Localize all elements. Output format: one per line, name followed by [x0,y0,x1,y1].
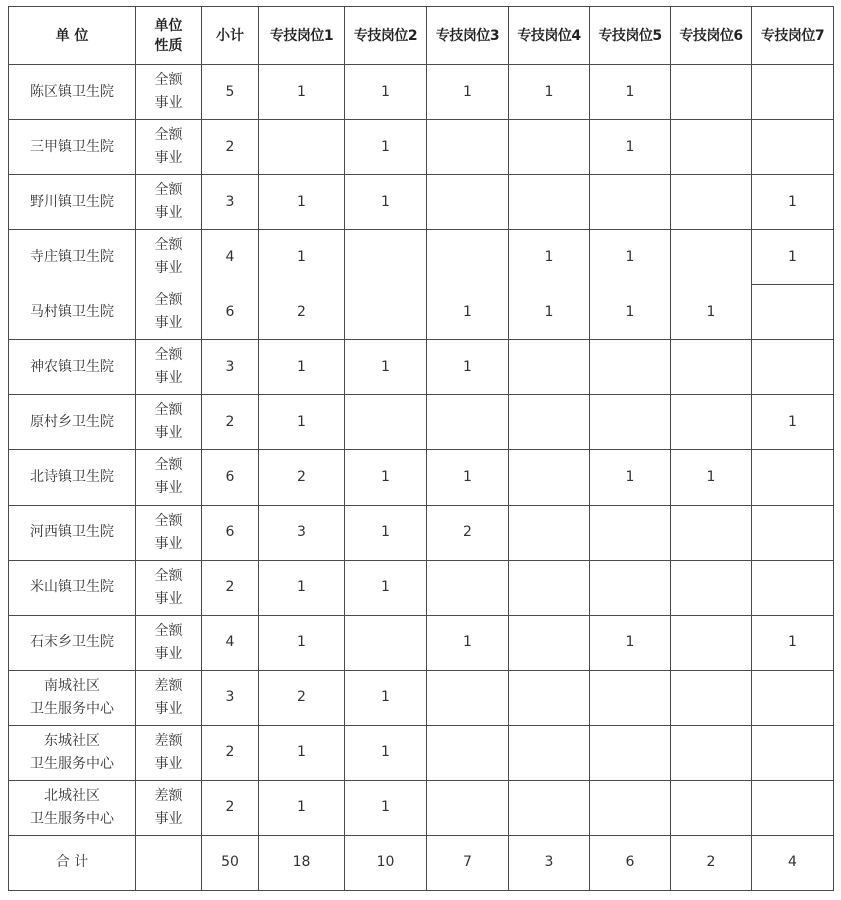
total-label: 合 计 [9,835,136,890]
subtotal-cell: 2 [202,395,259,450]
post-7-cell [752,725,834,780]
post-4-cell [509,560,590,615]
unit-nature-line: 全额 [154,292,183,309]
post-5-cell [590,560,671,615]
unit-name-line: 南城社区 [44,677,100,694]
post-4-cell [509,450,590,505]
nature-cell [136,65,202,120]
post-3-cell: 1 [427,615,509,670]
post-4-cell [509,615,590,670]
total-nature-cell [136,835,202,890]
unit-nature [155,730,183,776]
unit-name-line: 三甲镇卫生院 [30,138,114,155]
subtotal-cell: 2 [202,560,259,615]
unit-nature [155,234,183,280]
post-1-cell: 1 [259,340,345,395]
post-1-cell: 1 [259,725,345,780]
nature-cell [136,285,202,340]
unit-cell [9,670,136,725]
header-post-4: 专技岗位4 [509,7,590,65]
subtotal-cell: 5 [202,65,259,120]
table-row [9,560,834,615]
unit-nature-line: 全额 [154,512,183,529]
post-3-cell: 1 [427,65,509,120]
unit-name [30,246,114,269]
post-7-cell [752,560,834,615]
unit-name-line: 野川镇卫生院 [30,193,114,210]
table-row [9,175,834,230]
table-row [9,670,834,725]
post-6-cell [671,725,752,780]
unit-cell [9,65,136,120]
unit-cell [9,285,136,340]
post-5-cell: 1 [590,65,671,120]
post-1-cell: 1 [259,560,345,615]
table-row [9,615,834,670]
post-4-cell [509,395,590,450]
post-3-cell [427,780,509,835]
post-3-cell: 2 [427,505,509,560]
post-4-cell [509,725,590,780]
post-7-cell: 1 [752,395,834,450]
post-5-cell [590,780,671,835]
subtotal-cell: 3 [202,175,259,230]
post-2-cell [345,285,427,340]
post-7-cell: 1 [752,175,834,230]
post-6-cell [671,175,752,230]
total-post-4: 3 [509,835,590,890]
unit-name [30,730,114,776]
unit-cell [9,780,136,835]
unit-nature-line: 全额 [154,622,183,639]
total-post-1: 18 [259,835,345,890]
post-4-cell [509,505,590,560]
post-6-cell [671,65,752,120]
post-7-cell [752,65,834,120]
post-7-cell: 1 [752,615,834,670]
post-5-cell [590,670,671,725]
post-2-cell [345,230,427,285]
post-3-cell [427,725,509,780]
post-1-cell: 1 [259,615,345,670]
post-1-cell: 1 [259,175,345,230]
nature-cell [136,780,202,835]
unit-nature [155,565,183,611]
post-5-cell [590,340,671,395]
nature-cell [136,395,202,450]
total-post-6: 2 [671,835,752,890]
post-6-cell: 1 [671,450,752,505]
unit-nature [155,620,183,666]
post-4-cell: 1 [509,285,590,340]
nature-cell [136,725,202,780]
table-row [9,725,834,780]
unit-nature [155,69,183,115]
post-6-cell [671,340,752,395]
recruitment-table [8,6,834,891]
unit-nature-line: 全额 [154,237,183,254]
unit-name [30,521,114,544]
unit-nature-line: 全额 [154,127,183,144]
post-1-cell: 1 [259,65,345,120]
total-post-7: 4 [752,835,834,890]
table-row [9,230,834,285]
nature-cell [136,175,202,230]
nature-cell [136,120,202,175]
table-row [9,505,834,560]
table-row [9,340,834,395]
unit-nature-line: 差额 [154,787,183,804]
post-4-cell [509,120,590,175]
header-post-6: 专技岗位6 [671,7,752,65]
unit-name-line: 卫生服务中心 [30,810,114,827]
post-6-cell [671,615,752,670]
post-3-cell [427,175,509,230]
unit-cell [9,230,136,285]
unit-nature-line: 事业 [154,260,183,277]
unit-nature-line: 全额 [154,347,183,364]
total-subtotal: 50 [202,835,259,890]
post-4-cell [509,175,590,230]
unit-nature [155,344,183,390]
unit-name-line: 神农镇卫生院 [30,358,114,375]
post-3-cell: 1 [427,340,509,395]
post-5-cell: 1 [590,615,671,670]
unit-nature-line: 全额 [154,457,183,474]
post-5-cell [590,395,671,450]
unit-nature-line: 事业 [154,315,183,332]
nature-cell [136,230,202,285]
post-3-cell: 1 [427,450,509,505]
unit-name-line: 马村镇卫生院 [30,303,114,320]
total-post-3: 7 [427,835,509,890]
subtotal-cell: 4 [202,615,259,670]
post-7-cell [752,450,834,505]
unit-nature-line: 全额 [154,567,183,584]
subtotal-cell: 6 [202,450,259,505]
post-2-cell: 1 [345,670,427,725]
post-6-cell: 1 [671,285,752,340]
post-2-cell: 1 [345,65,427,120]
subtotal-cell: 6 [202,285,259,340]
post-1-cell: 2 [259,285,345,340]
unit-nature [155,454,183,500]
unit-name [30,301,114,324]
unit-cell [9,175,136,230]
post-3-cell: 1 [427,285,509,340]
post-6-cell [671,670,752,725]
table-row [9,780,834,835]
post-7-cell [752,670,834,725]
unit-name-line: 寺庄镇卫生院 [30,248,114,265]
total-post-2: 10 [345,835,427,890]
post-1-cell: 1 [259,780,345,835]
post-3-cell [427,560,509,615]
post-4-cell [509,340,590,395]
post-4-cell: 1 [509,230,590,285]
unit-nature [155,289,183,335]
post-2-cell: 1 [345,175,427,230]
post-6-cell [671,395,752,450]
unit-nature [155,675,183,721]
post-5-cell [590,505,671,560]
subtotal-cell: 2 [202,120,259,175]
unit-cell [9,120,136,175]
table-body [9,65,834,891]
post-3-cell [427,230,509,285]
post-5-cell: 1 [590,450,671,505]
header-nature [136,7,202,65]
unit-nature-line: 事业 [154,535,183,552]
post-1-cell: 1 [259,395,345,450]
total-post-5: 6 [590,835,671,890]
post-3-cell [427,120,509,175]
unit-nature-line: 事业 [154,95,183,112]
unit-name-line: 北诗镇卫生院 [30,468,114,485]
unit-name [30,411,114,434]
unit-name [30,675,114,721]
unit-name-line: 陈区镇卫生院 [30,83,114,100]
post-3-cell [427,670,509,725]
unit-nature-line: 事业 [154,205,183,222]
unit-nature-line: 事业 [154,150,183,167]
unit-nature-line: 事业 [154,755,183,772]
subtotal-cell: 3 [202,340,259,395]
post-2-cell: 1 [345,780,427,835]
post-2-cell: 1 [345,725,427,780]
unit-nature-line: 事业 [154,425,183,442]
post-5-cell [590,175,671,230]
unit-nature-line: 差额 [154,732,183,749]
unit-name [30,576,114,599]
post-2-cell: 1 [345,450,427,505]
post-2-cell: 1 [345,505,427,560]
unit-cell [9,615,136,670]
unit-name [30,356,114,379]
nature-cell [136,670,202,725]
post-7-cell [752,505,834,560]
nature-cell [136,450,202,505]
header-post-3: 专技岗位3 [427,7,509,65]
unit-nature [155,399,183,445]
nature-cell [136,340,202,395]
unit-name [30,136,114,159]
unit-nature-line: 事业 [154,590,183,607]
unit-nature-line: 事业 [154,480,183,497]
unit-name-line: 原村乡卫生院 [30,413,114,430]
post-2-cell [345,615,427,670]
post-5-cell [590,725,671,780]
table-row [9,450,834,505]
post-4-cell [509,780,590,835]
unit-name-line: 米山镇卫生院 [30,579,114,596]
nature-cell [136,505,202,560]
unit-cell [9,450,136,505]
unit-nature-line: 全额 [154,182,183,199]
unit-cell [9,340,136,395]
header-row [9,7,834,65]
header-nature-line2: 性质 [154,37,183,54]
subtotal-cell: 2 [202,725,259,780]
table-row [9,285,834,340]
header-subtotal: 小计 [202,7,259,65]
post-6-cell [671,230,752,285]
header-unit: 单 位 [9,7,136,65]
post-1-cell: 3 [259,505,345,560]
unit-nature [155,785,183,831]
unit-nature-line: 差额 [154,677,183,694]
unit-name-line: 北城社区 [44,787,100,804]
unit-name-line: 卫生服务中心 [30,755,114,772]
header-post-2: 专技岗位2 [345,7,427,65]
subtotal-cell: 6 [202,505,259,560]
subtotal-cell: 3 [202,670,259,725]
unit-name [30,631,114,654]
post-7-cell [752,120,834,175]
unit-name-line: 东城社区 [44,732,100,749]
unit-nature-line: 事业 [154,810,183,827]
header-post-7: 专技岗位7 [752,7,834,65]
nature-cell [136,560,202,615]
post-2-cell: 1 [345,560,427,615]
unit-name-line: 卫生服务中心 [30,700,114,717]
unit-name-line: 石末乡卫生院 [30,634,114,651]
header-nature-line1: 单位 [154,17,183,34]
post-6-cell [671,120,752,175]
unit-nature [155,124,183,170]
unit-name [30,81,114,104]
post-1-cell [259,120,345,175]
unit-nature-line: 全额 [154,402,183,419]
table-row [9,395,834,450]
post-7-cell: 1 [752,230,834,285]
unit-name-line: 河西镇卫生院 [30,524,114,541]
unit-cell [9,505,136,560]
unit-nature [155,510,183,556]
unit-nature [155,179,183,225]
unit-cell [9,395,136,450]
post-2-cell [345,395,427,450]
table-row [9,65,834,120]
nature-cell [136,615,202,670]
unit-name [30,785,114,831]
post-1-cell: 2 [259,450,345,505]
post-1-cell: 2 [259,670,345,725]
post-3-cell [427,395,509,450]
subtotal-cell: 4 [202,230,259,285]
unit-nature-line: 事业 [154,700,183,717]
post-5-cell: 1 [590,120,671,175]
post-2-cell: 1 [345,340,427,395]
table-row [9,120,834,175]
unit-nature-line: 事业 [154,370,183,387]
unit-nature-line: 事业 [154,645,183,662]
post-6-cell [671,505,752,560]
post-4-cell [509,670,590,725]
subtotal-cell: 2 [202,780,259,835]
post-7-cell [752,285,834,340]
unit-nature-line: 全额 [154,72,183,89]
total-row [9,835,834,890]
post-7-cell [752,340,834,395]
post-6-cell [671,780,752,835]
unit-name [30,466,114,489]
header-post-1: 专技岗位1 [259,7,345,65]
unit-cell [9,725,136,780]
post-5-cell: 1 [590,230,671,285]
post-6-cell [671,560,752,615]
post-4-cell: 1 [509,65,590,120]
post-1-cell: 1 [259,230,345,285]
header-post-5: 专技岗位5 [590,7,671,65]
post-2-cell: 1 [345,120,427,175]
unit-name [30,191,114,214]
post-7-cell [752,780,834,835]
post-5-cell: 1 [590,285,671,340]
unit-cell [9,560,136,615]
